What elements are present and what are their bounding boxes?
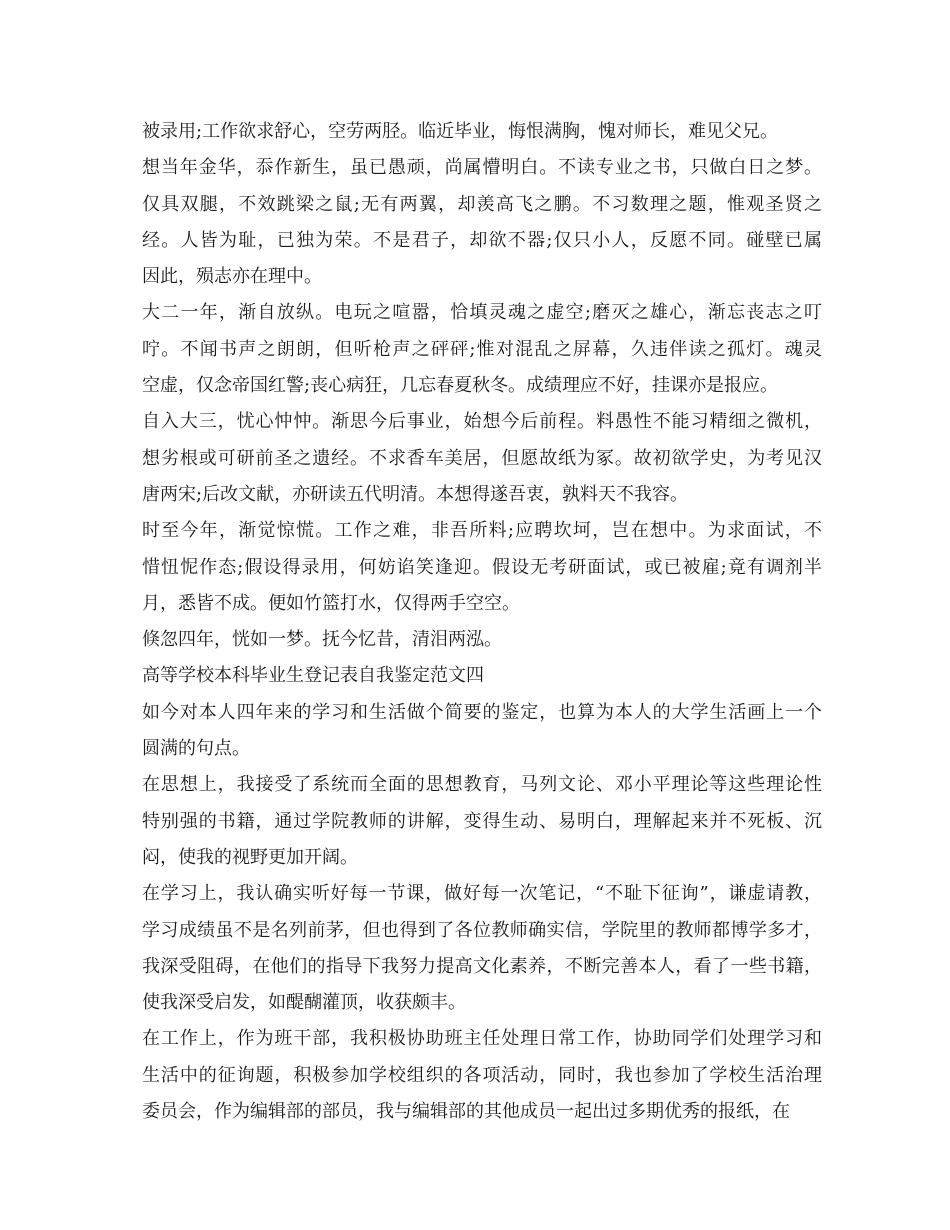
text-line: 闷，使我的视野更加开阔。 [142,846,358,868]
text-line: 在学习上，我认确实听好每一节课，做好每一次笔记，“不耻下征询”，谦虚请教， [142,883,822,905]
text-line: 在思想上，我接受了系统而全面的思想教育，马列文论、邓小平理论等这些理论性 [142,774,822,796]
text-line: 空虚，仅念帝国红警;丧心病狂，几忘春夏秋冬。成绩理应不好，挂课亦是报应。 [142,375,779,397]
text-line: 生活中的征询题，积极参加学校组织的各项活动，同时，我也参加了学校生活治理 [142,1064,822,1086]
paragraph [142,1021,822,1130]
text-line: 在工作上，作为班干部，我积极协助班主任处理日常工作，协助同学们处理学习和 [142,1028,822,1050]
text-line: 被录用;工作欲求舒心，空劳两胫。临近毕业，悔恨满胸，愧对师长，难见父兄。 [142,121,779,142]
text-line: 咛。不闻书声之朗朗，但听枪声之砰砰;惟对混乱之屏幕，久违伴读之孤灯。魂灵 [142,338,822,360]
paragraph [142,767,822,876]
text-line: 唐两宋;后改文献，亦研读五代明清。本想得遂吾衷，孰料天不我容。 [142,483,689,505]
paragraph [142,114,822,150]
section-heading [142,658,822,694]
text-line: 如今对本人四年来的学习和生活做个简要的鉴定，也算为本人的大学生活画上一个 [142,701,822,723]
paragraph [142,295,822,404]
text-line: 时至今年，渐觉惊慌。工作之难，非吾所料;应聘坎坷，岂在想中。为求面试，不 [142,520,822,542]
text-line: 月，悉皆不成。便如竹篮打水，仅得两手空空。 [142,592,520,614]
text-line: 倏忽四年，恍如一梦。抚今忆昔，清泪两泓。 [142,629,502,651]
paragraph [142,404,822,513]
text-line: 圆满的句点。 [142,738,250,760]
paragraph [142,622,822,658]
text-line: 想劣根或可研前圣之遗经。不求香车美居，但愿故纸为冢。故初欲学史，为考见汉 [142,447,822,469]
text-line: 使我深受启发，如醍醐灌顶，收获颇丰。 [142,992,466,1014]
text-line: 学习成绩虽不是名列前茅，但也得到了各位教师确实信，学院里的教师都博学多才， [142,919,822,941]
paragraph [142,695,822,768]
paragraph [142,150,822,295]
paragraph [142,876,822,1021]
text-line: 委员会，作为编辑部的部员，我与编辑部的其他成员一起出过多期优秀的报纸，在 [142,1101,790,1123]
text-line: 仅具双腿，不效跳梁之鼠;无有两翼，却羡高飞之鹏。不习数理之题，惟观圣贤之 [142,193,822,215]
document-body [142,114,822,1130]
text-line: 自入大三，忧心忡忡。渐思今后事业，始想今后前程。料愚性不能习精细之微机， [142,411,822,433]
text-line: 特别强的书籍，通过学院教师的讲解，变得生动、易明白，理解起来并不死板、沉 [142,810,822,832]
text-line: 经。人皆为耻，已独为荣。不是君子，却欲不器;仅只小人，反愿不同。碰壁已属 [142,229,822,251]
text-line: 惜忸怩作态;假设得录用，何妨谄笑逢迎。假设无考研面试，或已被雇;竟有调剂半 [142,556,822,578]
text-line: 大二一年，渐自放纵。电玩之喧嚣，恰填灵魂之虚空;磨灭之雄心，渐忘丧志之叮 [142,302,822,324]
text-line: 想当年金华，忝作新生，虽已愚顽，尚属懵明白。不读专业之书，只做白日之梦。 [142,157,822,179]
text-line: 我深受阻碍，在他们的指导下我努力提高文化素养，不断完善本人，看了一些书籍， [142,955,822,977]
text-line: 高等学校本科毕业生登记表自我鉴定范文四 [142,665,484,687]
paragraph [142,513,822,622]
text-line: 因此，殒志亦在理中。 [142,266,322,288]
